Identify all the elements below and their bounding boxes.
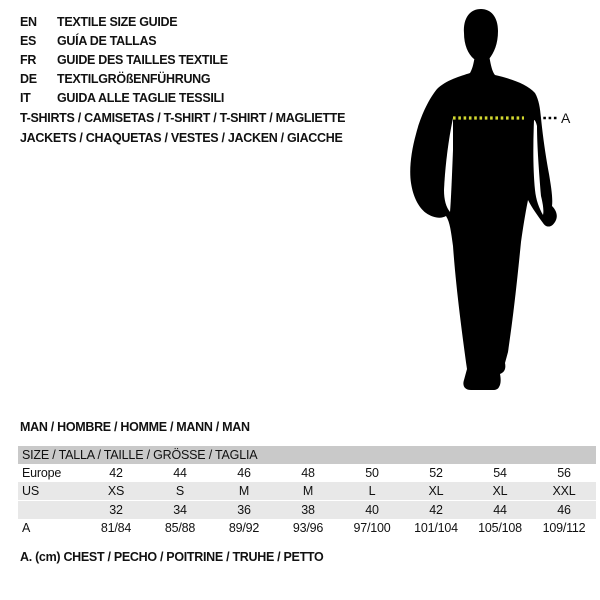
language-code: IT [20,90,31,105]
category-line-jackets: JACKETS / CHAQUETAS / VESTES / JACKEN / GIACCHE [20,130,343,145]
row-label: US [22,484,39,498]
man-body [410,55,557,390]
table-row-europe [18,464,596,482]
cell: 85/88 [164,521,196,535]
cell: 81/84 [100,521,132,535]
size-table [18,446,596,537]
cell: XL [428,484,444,498]
cell: 32 [84,501,148,520]
language-code: EN [20,15,37,30]
cell: 34 [148,501,212,520]
cell: 42 [109,466,123,480]
cell: 97/100 [353,521,391,535]
language-list [20,13,228,107]
cell: XXL [552,484,576,498]
language-label: TEXTILGRÖßENFÜHRUNG [57,71,211,86]
language-label: GUIDA ALLE TAGLIE TESSILI [57,90,225,105]
language-code: ES [20,34,37,49]
language-row-it [20,88,228,107]
measure-label-a: A [561,110,571,126]
size-table-header-row [18,446,596,464]
cell: 44 [173,466,187,480]
table-row-chest-a [18,519,596,537]
language-row-fr [20,51,228,70]
language-label: GUIDE DES TAILLES TEXTILE [57,52,228,67]
cell: 50 [365,466,379,480]
cell: 48 [301,466,315,480]
cell: S [175,484,185,498]
cell: L [368,484,376,498]
cell: 56 [557,466,571,480]
cell: 40 [340,501,404,520]
cell: 44 [468,501,532,520]
cell: 105/108 [478,521,522,535]
cell: 42 [404,501,468,520]
cell: M [302,484,314,498]
cell: 109/112 [542,521,586,535]
cell: XS [107,484,125,498]
man-head [464,9,498,59]
cell: 36 [212,501,276,520]
language-code: FR [20,52,37,67]
cell: 46 [237,466,251,480]
language-row-de [20,69,228,88]
cell: 52 [429,466,443,480]
language-label: TEXTILE SIZE GUIDE [57,15,178,30]
cell: M [238,484,250,498]
row-label: A [22,521,31,535]
cell: 54 [493,466,507,480]
garment-categories [20,109,345,148]
language-row-en [20,13,228,32]
language-row-es [20,32,228,51]
cell: 101/104 [414,521,458,535]
row-label: Europe [22,466,62,480]
cell: XL [492,484,508,498]
cell: 46 [532,501,596,520]
cell: 93/96 [292,521,324,535]
cell: 38 [276,501,340,520]
language-label: GUÍA DE TALLAS [57,34,157,49]
size-table-header: SIZE / TALLA / TAILLE / GRÖSSE / TAGLIA [22,448,258,462]
section-title-man: MAN / HOMBRE / HOMME / MANN / MAN [20,420,250,434]
man-silhouette-figure [405,5,600,395]
table-row-us [18,482,596,501]
row-label [18,501,84,520]
language-code: DE [20,71,37,86]
category-line-tshirts: T-SHIRTS / CAMISETAS / T-SHIRT / T-SHIRT / MAGLIETTE [20,111,346,125]
cell: 89/92 [228,521,260,535]
table-row-us-numeric [18,501,596,520]
measurement-footnote: A. (cm) CHEST / PECHO / POITRINE / TRUHE / PETTO [20,550,324,564]
